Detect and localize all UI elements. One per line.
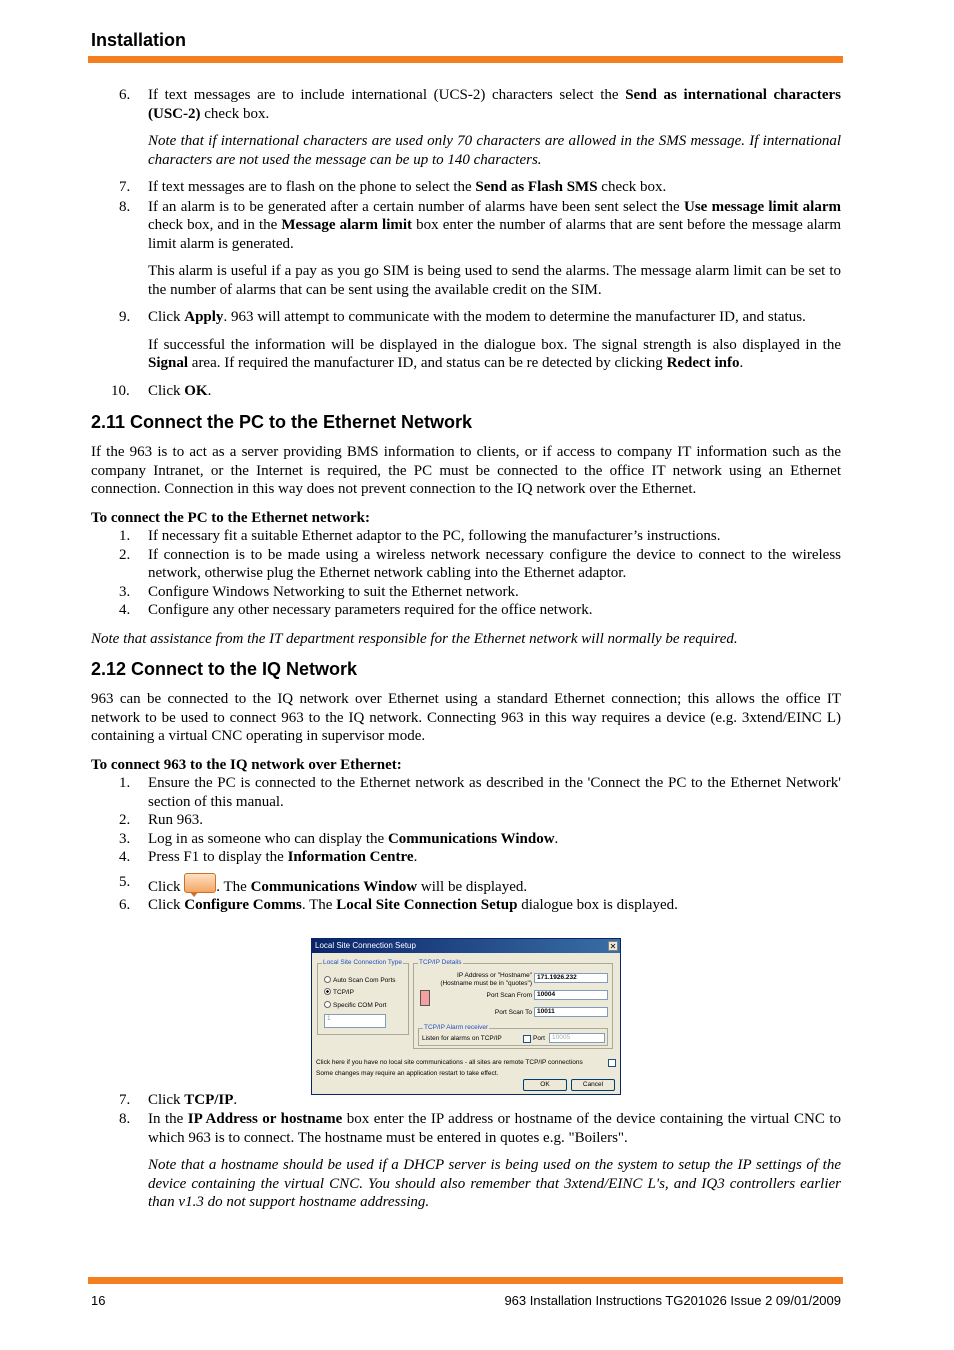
- dialog-title-bar: Local Site Connection Setup ✕: [312, 939, 620, 953]
- list-item: 10. Click OK.: [111, 382, 212, 399]
- document-reference: 963 Installation Instructions TG201026 Issue 2 09/01/2009: [504, 1293, 841, 1308]
- network-plug-icon: [420, 990, 430, 1006]
- page-header-title: Installation: [91, 30, 187, 50]
- list-item: 2. Run 963.: [119, 812, 204, 828]
- note: Note that a hostname should be used if a DHCP server is being used on the system to setup the IP settings of the device containing the virtual CNC. You should also remember that 3xtend/EINC L's, and IQ3 controllers earlier than v1.3 do not support hostname addressing.: [148, 1157, 841, 1210]
- radio-tcpip[interactable]: TCP/IP: [324, 988, 354, 997]
- connection-type-group: Local Site Connection Type Auto Scan Com Ports TCP/IP Specific COM Port 1: [317, 963, 409, 1035]
- procedure-title: To connect the PC to the Ethernet network:: [91, 509, 370, 526]
- no-local-comms-checkbox[interactable]: [608, 1059, 616, 1067]
- list-item: 1. Ensure the PC is connected to the Ethernet network as described in the 'Connect the PC to the Ethernet Network' section of this manual.: [119, 775, 841, 810]
- listen-alarms-label: Listen for alarms on TCP/IP: [422, 1035, 502, 1042]
- close-icon[interactable]: ✕: [609, 942, 617, 951]
- listen-alarms-checkbox[interactable]: [523, 1035, 531, 1043]
- list-item: 4. Configure any other necessary parameters required for the office network.: [119, 602, 593, 618]
- list-item: 3. Log in as someone who can display the Communications Window.: [119, 830, 559, 847]
- radio-selected-icon: [324, 988, 331, 995]
- port-scan-from-field[interactable]: 10004: [534, 990, 608, 1000]
- section-heading: 2.11 Connect the PC to the Ethernet Network: [91, 412, 473, 432]
- com-port-field[interactable]: 1: [324, 1014, 386, 1028]
- paragraph: If the 963 is to act as a server providing BMS information to clients, or if access to company IT information such as the company Intranet, or the Internet is required, the PC must be connected to the office IT network using an Ethernet connection. Connection in this way does not prevent connection to the IQ network over the Ethernet.: [91, 444, 841, 497]
- list-item: 9. Click Apply. 963 will attempt to communicate with the modem to determine the manufacturer ID, and status.: [119, 309, 806, 325]
- header-rule: [88, 56, 843, 63]
- list-item: 7. If text messages are to flash on the phone to select the Send as Flash SMS check box.: [119, 179, 667, 195]
- list-item: 6. If text messages are to include international (UCS-2) characters select the Send as international characters (USC-2) check box.: [119, 87, 841, 122]
- note: Note that assistance from the IT department responsible for the Ethernet network will normally be required.: [91, 630, 738, 647]
- footer-rule: [88, 1277, 843, 1284]
- port-scan-to-field[interactable]: 10011: [534, 1007, 608, 1017]
- list-item: 2. If connection is to be made using a wireless network necessary configure the device to connect to the wireless network, otherwise plug the Ethernet network cabling into the Ethernet adaptor.: [119, 546, 841, 581]
- no-local-comms-text: Click here if you have no local site communications - all sites are remote TCP/IP connections: [316, 1059, 583, 1066]
- list-item: 6. Click Configure Comms. The Local Site Connection Setup dialogue box is displayed.: [119, 897, 678, 913]
- radio-auto-scan[interactable]: Auto Scan Com Ports: [324, 976, 396, 985]
- local-site-connection-setup-dialog: [311, 938, 621, 1095]
- list-item: 1. If necessary fit a suitable Ethernet adaptor to the PC, following the manufacturer’s instructions.: [119, 528, 721, 544]
- procedure-title: To connect 963 to the IQ network over Ethernet:: [91, 756, 402, 773]
- list-item: 8. If an alarm is to be generated after a certain number of alarms have been sent select the Use message limit alarm check box, and in the Message alarm limit box enter the number of alarms that are sent before the message alarm limit alarm is generated.: [119, 198, 841, 252]
- restart-notice: Some changes may require an application restart to take effect.: [316, 1070, 499, 1077]
- paragraph: If successful the information will be displayed in the dialogue box. The signal strength is also displayed in the Signal area. If required the manufacturer ID, and status can be re detected by clicking Redect info.: [148, 336, 841, 371]
- cancel-button[interactable]: Cancel: [571, 1079, 615, 1091]
- list-item: 7. Click TCP/IP.: [119, 1091, 238, 1108]
- radio-specific-com[interactable]: Specific COM Port: [324, 1001, 386, 1010]
- list-item: 5. Click . The Communications Window will be displayed.: [119, 873, 528, 895]
- list-item: 4. Press F1 to display the Information Centre.: [119, 849, 418, 865]
- page-number: 16: [91, 1293, 106, 1308]
- paragraph: 963 can be connected to the IQ network over Ethernet using a standard Ethernet connection; this allows the office IT network to be used to connect 963 to the IQ network. Connecting 963 in this way requires a device (e.g. 3xtend/EINC L) containing a virtual CNC operating in supervisor mode.: [91, 691, 841, 744]
- alarm-receiver-group: TCP/IP Alarm receiver Listen for alarms on TCP/IP Port 10005: [418, 1028, 608, 1046]
- page-footer: [91, 1292, 841, 1311]
- radio-icon: [324, 976, 331, 983]
- section-heading: 2.12 Connect to the IQ Network: [91, 659, 358, 679]
- tcpip-details-group: TCP/IP Details IP Address or "Hostname" (Hostname must be in "quotes") 171.1926.232 Port Scan From 10004 Port Scan To 10011 TCP/IP Alarm receiver Listen for alarms on TCP/IP Port 10005: [413, 963, 613, 1049]
- ok-button[interactable]: OK: [523, 1079, 567, 1091]
- ip-address-field[interactable]: 171.1926.232: [534, 973, 608, 983]
- list-item: 8. In the IP Address or hostname box enter the IP address or hostname of the device containing the virtual CNC to which 963 is to connect. The hostname must be entered in quotes e.g. "Boilers".: [119, 1111, 842, 1146]
- paragraph: This alarm is useful if a pay as you go SIM is being used to send the alarms. The message alarm limit can be set to the number of alarms that can be sent using the available credit on the SIM.: [148, 263, 841, 298]
- radio-icon: [324, 1001, 331, 1008]
- information-centre-button-icon: [184, 873, 216, 893]
- note: Note that if international characters are used only 70 characters are allowed in the SMS message. If international characters are not used the message can be up to 140 characters.: [148, 133, 841, 168]
- list-item: 3. Configure Windows Networking to suit the Ethernet network.: [119, 583, 519, 600]
- alarm-port-field[interactable]: 10005: [549, 1033, 605, 1043]
